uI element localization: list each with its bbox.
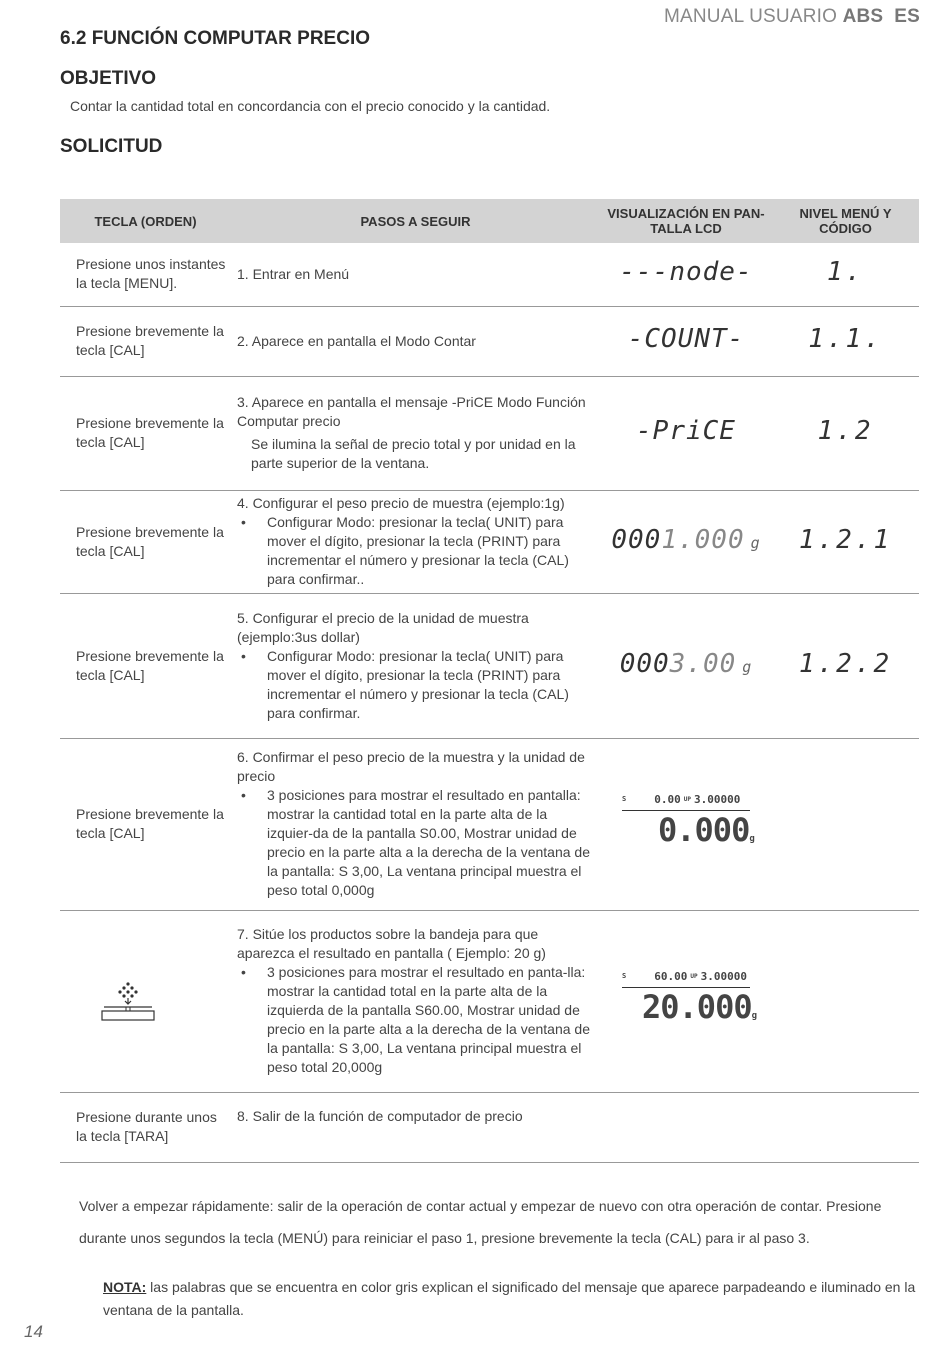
header-key: TECLA (ORDEN) — [60, 199, 231, 243]
scale-with-weights-icon — [100, 981, 156, 1021]
bullet-item: • Configurar Modo: presionar la tecla( UNIT) para mover el dígito, presionar la tecla (PRINT) para incrementar el número y presionar la tecla (CAL) para confirmar.. — [241, 514, 569, 587]
menu-code: 1.2.1 — [798, 524, 893, 555]
table-row — [60, 306, 919, 376]
step-cell — [231, 490, 600, 593]
step-cell: 1. Entrar en Menú — [231, 243, 600, 306]
table-row — [60, 1092, 919, 1162]
lcd-price-display: $^S$ 60.00 $^{UP}$ 3.00000 20.000g — [622, 967, 750, 1035]
note-paragraph — [103, 1276, 919, 1322]
key-cell — [60, 910, 231, 1092]
restart-text: Volver a empezar rápidamente: salir de la operación de contar actual y empezar de nuevo con otra operación de contar. Presione durante unos segundos la tecla (MENÚ) para reiniciar el paso 1, presione brevemente la tecla (CAL) para ir al paso 3. — [79, 1198, 882, 1246]
bullet-item: • Configurar Modo: presionar la tecla( UNIT) para mover el dígito, presionar la tecla (PRINT) para incrementar el número y presionar la tecla (CAL) para confirmar. — [241, 647, 569, 721]
key-cell: Presione brevemente la tecla [CAL] — [60, 738, 231, 910]
step-cell — [231, 376, 600, 490]
key-cell: Presione brevemente la tecla [CAL] — [60, 593, 231, 738]
menu-code: 1. — [826, 257, 865, 288]
step-cell — [231, 593, 600, 738]
table-row — [60, 490, 919, 593]
steps-table — [60, 199, 919, 1163]
step-text: 3. Aparece en pantalla el mensaje -PriCE Modo Función Computar precio — [237, 394, 586, 429]
table-header-row — [60, 199, 919, 243]
step-text: 7. Sitúe los productos sobre la bandeja para que aparezca el resultado en pantalla ( Ejemplo: 20 g) — [237, 926, 546, 961]
lcd-display: -COUNT- — [627, 324, 745, 354]
lcd-display: 0001.000 g — [611, 524, 761, 555]
header-prefix: MANUAL USUARIO — [663, 6, 843, 27]
key-cell: Presione durante unos la tecla [TARA] — [60, 1092, 231, 1162]
objective-heading: OBJETIVO — [60, 68, 157, 89]
table-row — [60, 738, 919, 910]
step-cell: 8. Salir de la función de computador de precio — [231, 1092, 600, 1162]
menu-code: 1.2 — [817, 416, 874, 446]
step-cell — [231, 738, 600, 910]
step-text: 6. Confirmar el peso precio de la muestra y la unidad de precio — [237, 749, 585, 784]
menu-code: 1.1. — [808, 324, 883, 354]
note-text: las palabras que se encuentra en color gris explican el significado del mensaje que aparece parpadeando e iluminado en la ventana de la pantalla. — [103, 1279, 916, 1318]
lcd-display: -PriCE — [636, 416, 736, 446]
header-lcd: VISUALIZACIÓN EN PAN-TALLA LCD — [600, 199, 772, 243]
bullet-item: • 3 posiciones para mostrar el resultado en pantalla: mostrar la cantidad total en la parte alta de la izquier-da de la pantalla S0.00, Mostrar unidad de precio en la parte alta a la derecha de la ventana de la pantalla: S 3,00, La ventana principal muestra el peso total 0,000g — [241, 787, 591, 898]
header-lang: ES — [894, 6, 920, 27]
key-cell: Presione brevemente la tecla [CAL] — [60, 490, 231, 593]
header-steps: PASOS A SEGUIR — [231, 199, 600, 243]
key-cell: Presione brevemente la tecla [CAL] — [60, 376, 231, 490]
lcd-display: 0003.00 g — [619, 648, 753, 679]
step-text: 4. Configurar el peso precio de muestra (ejemplo:1g) — [237, 495, 565, 511]
bullet-item: • 3 posiciones para mostrar el resultado en panta-lla: mostrar la cantidad total en la parte alta de la izquierda de la pantalla S60.00, Mostrar unidad de precio en la parte alta a la derecha de la ventana de la pantalla: S 3,00, La ventana principal muestra el peso total 20,000g — [241, 964, 591, 1075]
header-code: NIVEL MENÚ Y CÓDIGO — [772, 199, 919, 243]
note-label: NOTA: — [103, 1279, 147, 1295]
lcd-price-display: $^S$ 0.00 $^{UP}$ 3.00000 0.000g — [622, 790, 750, 858]
page-header — [664, 6, 920, 28]
step-text: 5. Configurar el precio de la unidad de muestra (ejemplo:3us dollar) — [237, 609, 529, 645]
key-cell: Presione brevemente la tecla [CAL] — [60, 306, 231, 376]
table-row — [60, 376, 919, 490]
objective-text: Contar la cantidad total en concordancia con el precio conocido y la cantidad. — [70, 98, 551, 114]
key-cell: Presione unos instantes la tecla [MENU]. — [60, 243, 231, 306]
section-title: 6.2 FUNCIÓN COMPUTAR PRECIO — [60, 28, 371, 49]
page-number: 14 — [24, 1322, 43, 1341]
table-row — [60, 910, 919, 1092]
table-row — [60, 243, 919, 306]
step-note: Se ilumina la señal de precio total y por unidad en la parte superior de la ventana. — [251, 436, 576, 471]
step-cell — [231, 910, 600, 1092]
lcd-display: ---node- — [619, 257, 753, 288]
request-heading: SOLICITUD — [60, 136, 163, 157]
menu-code: 1.2.2 — [798, 648, 893, 679]
step-cell: 2. Aparece en pantalla el Modo Contar — [231, 306, 600, 376]
header-model: ABS — [842, 6, 884, 27]
table-row — [60, 593, 919, 738]
